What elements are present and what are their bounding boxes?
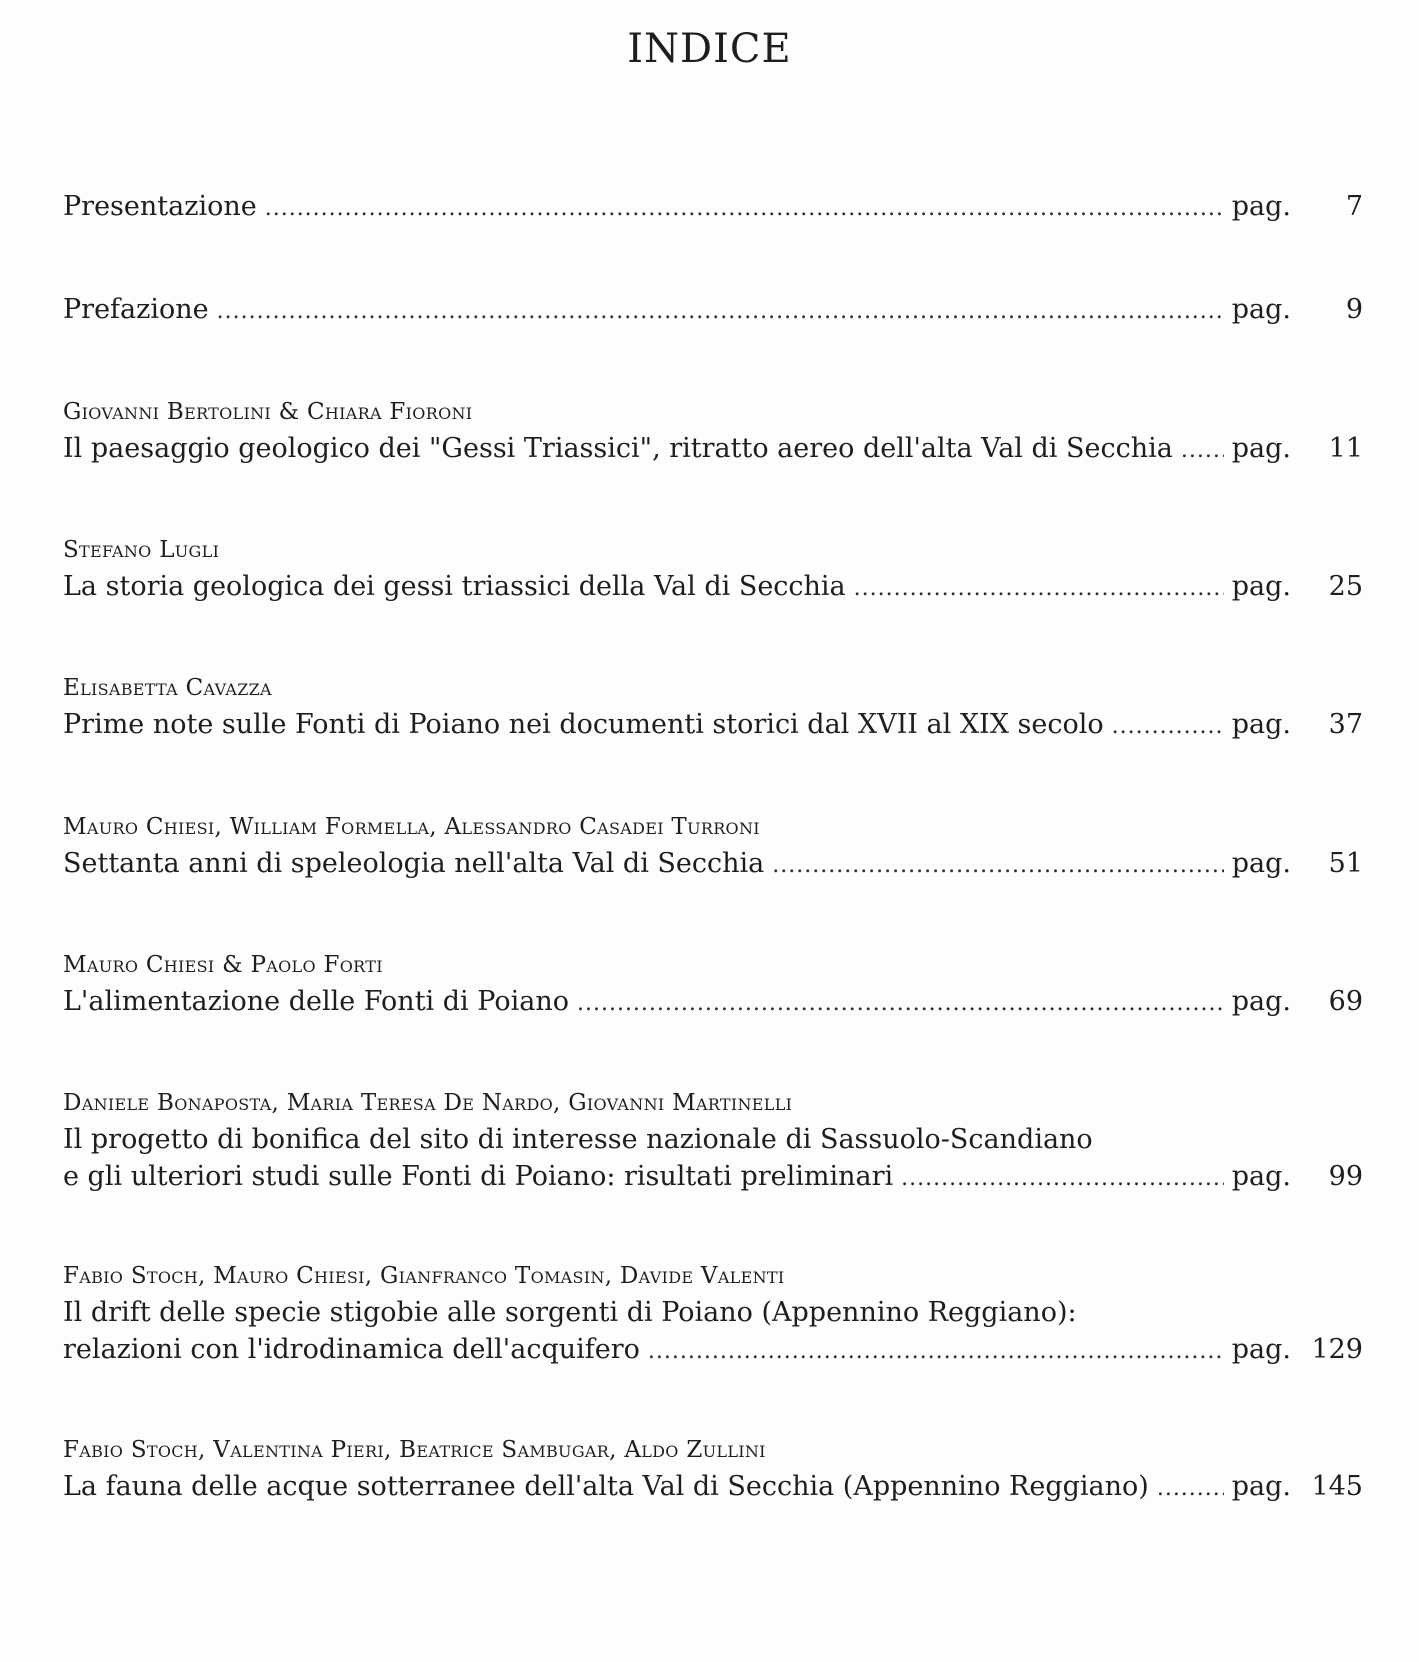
page-number: 69: [1328, 986, 1363, 1017]
page-title: INDICE: [627, 26, 792, 72]
toc-entry-title: Settanta anni di speleologia nell'alta Val di Secchia: [63, 848, 765, 879]
page-number: 11: [1328, 433, 1363, 464]
toc-entry: [63, 532, 1363, 607]
pag-label: pag.: [1231, 294, 1291, 325]
toc-entry: [63, 394, 1363, 469]
toc-entry-authors: Elisabetta Cavazza: [63, 675, 272, 701]
toc-entry-title: e gli ulteriori studi sulle Fonti di Poiano: risultati preliminari: [63, 1161, 894, 1192]
pag-label: pag.: [1231, 986, 1291, 1017]
pag-label: pag.: [1231, 709, 1291, 740]
toc-entry-last-line: [63, 1158, 1363, 1197]
pag-label: pag.: [1231, 191, 1291, 222]
toc-entry-last-line: [63, 291, 1363, 330]
pag-label: pag.: [1231, 571, 1291, 602]
dot-leader: [854, 570, 1224, 607]
toc-entry-title-line: Il drift delle specie stigobie alle sorgenti di Poiano (Appennino Reggiano):: [63, 1297, 1077, 1328]
dot-leader: [648, 1333, 1224, 1370]
page-number: 145: [1311, 1471, 1363, 1502]
toc-entry-authors: Fabio Stoch, Mauro Chiesi, Gianfranco Tomasin, Davide Valenti: [63, 1263, 785, 1289]
page-number: 25: [1328, 571, 1363, 602]
dot-leader: [1157, 1470, 1224, 1507]
pag-label: pag.: [1231, 433, 1291, 464]
page-number: 37: [1328, 709, 1363, 740]
page-number: 129: [1311, 1334, 1363, 1365]
page-number: 51: [1328, 848, 1363, 879]
toc-entry: [63, 809, 1363, 884]
toc-entry-authors: Mauro Chiesi & Paolo Forti: [63, 952, 383, 978]
toc-entry-title-line: Il progetto di bonifica del sito di interesse nazionale di Sassuolo-Scandiano: [63, 1124, 1093, 1155]
toc-entry-title: L'alimentazione delle Fonti di Poiano: [63, 986, 569, 1017]
pag-label: pag.: [1231, 1471, 1291, 1502]
toc-entry-authors: Daniele Bonaposta, Maria Teresa De Nardo, Giovanni Martinelli: [63, 1090, 793, 1116]
toc-entry-title: Prefazione: [63, 294, 209, 325]
toc-entry: [63, 1085, 1363, 1197]
pag-label: pag.: [1231, 1161, 1291, 1192]
dot-leader: [772, 847, 1223, 884]
pag-label: pag.: [1231, 848, 1291, 879]
page-number: 99: [1328, 1161, 1363, 1192]
toc-entry-authors: Mauro Chiesi, William Formella, Alessandro Casadei Turroni: [63, 814, 760, 840]
toc-entry-last-line: [63, 430, 1363, 469]
toc-entry-title: Prime note sulle Fonti di Poiano nei documenti storici dal XVII al XIX secolo: [63, 709, 1104, 740]
dot-leader: [901, 1160, 1224, 1197]
toc-entry-last-line: [63, 706, 1363, 745]
toc-entry: [63, 1432, 1363, 1507]
toc-entry-authors: Stefano Lugli: [63, 537, 220, 563]
toc-entry-authors: Fabio Stoch, Valentina Pieri, Beatrice Sambugar, Aldo Zullini: [63, 1437, 766, 1463]
dot-leader: [1112, 708, 1224, 745]
toc-entry: [63, 188, 1363, 227]
toc-entry: [63, 291, 1363, 330]
toc-entry-last-line: [63, 983, 1363, 1022]
dot-leader: [217, 293, 1224, 330]
dot-leader: [577, 985, 1224, 1022]
toc-entry-last-line: [63, 1331, 1363, 1370]
pag-label: pag.: [1231, 1334, 1291, 1365]
toc-entry-last-line: [63, 845, 1363, 884]
toc-entry-title: Presentazione: [63, 191, 257, 222]
toc-entry: [63, 947, 1363, 1022]
page-number: 7: [1345, 191, 1363, 222]
toc-entry-title: Il paesaggio geologico dei "Gessi Triassici", ritratto aereo dell'alta Val di Secchia: [63, 433, 1173, 464]
toc-entry: [63, 1258, 1363, 1370]
toc-entry-title: La fauna delle acque sotterranee dell'alta Val di Secchia (Appennino Reggiano): [63, 1471, 1149, 1502]
toc-entry-title: relazioni con l'idrodinamica dell'acquifero: [63, 1334, 640, 1365]
dot-leader: [1181, 432, 1224, 469]
page-number: 9: [1345, 294, 1363, 325]
toc-entry: [63, 670, 1363, 745]
toc-entry-authors: Giovanni Bertolini & Chiara Fioroni: [63, 399, 473, 425]
toc-entry-last-line: [63, 188, 1363, 227]
dot-leader: [265, 190, 1224, 227]
toc-entry-last-line: [63, 1468, 1363, 1507]
toc-entry-last-line: [63, 568, 1363, 607]
toc-entry-title: La storia geologica dei gessi triassici della Val di Secchia: [63, 571, 846, 602]
